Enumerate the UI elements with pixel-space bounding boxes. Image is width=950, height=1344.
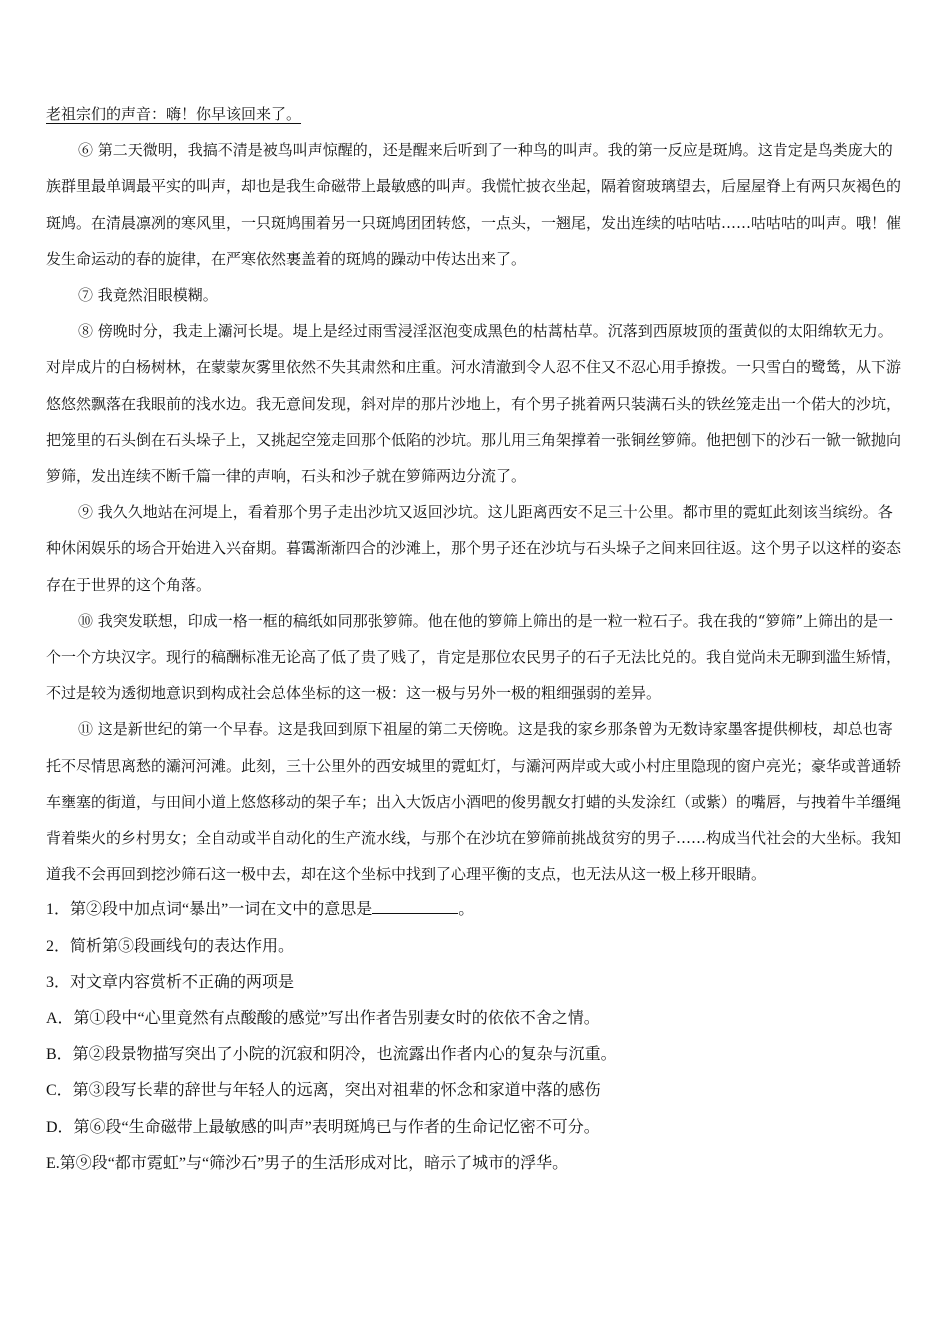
option-a: A．第①段中“心里竟然有点酸酸的感觉”写出作者告别妻女时的依依不舍之情。 xyxy=(46,1010,600,1028)
option-d: D．第⑥段“生命磁带上最敏感的叫声”表明斑鸠已与作者的生命记忆密不可分。 xyxy=(46,1118,600,1136)
question-1-text: 1．第②段中加点词“暴出”一词在文中的意思是 xyxy=(46,901,373,919)
document-page xyxy=(46,96,906,1182)
question-3: 3．对文章内容赏析不正确的两项是 xyxy=(46,973,295,991)
paragraph-8: ⑧ 傍晚时分，我走上灞河长堤。堤上是经过雨雪浸淫沤泡变成黑色的枯蒿枯草。沉落到西原坡顶的蛋黄似的太阳绵软无力。对岸成片的白杨树林，在蒙蒙灰雾里依然不失其肃然和庄重。河水清澈到令人忍不住又不忍心用手撩拨。一只雪白的鹭鸶，从下游悠悠然飘落在我眼前的浅水边。我无意间发现，斜对岸的那片沙地上，有个男子挑着两只装满石头的铁丝笼走出一个偌大的沙坑，把笼里的石头倒在石头垛子上，又挑起空笼走回那个低陷的沙坑。那儿用三角架撑着一张铜丝箩筛。他把刨下的沙石一锨一锨抛向箩筛，发出连续不断千篇一律的声响，石头和沙子就在箩筛两边分流了。 xyxy=(46,322,902,486)
paragraph-6: ⑥ 第二天微明，我搞不清是被鸟叫声惊醒的，还是醒来后听到了一种鸟的叫声。我的第一反应是斑鸠。这肯定是鸟类庞大的族群里最单调最平实的叫声，却也是我生命磁带上最敏感的叫声。我慌忙披衣坐起，隔着窗玻璃望去，后屋屋脊上有两只灰褐色的斑鸠。在清晨凛冽的寒风里，一只斑鸠围着另一只斑鸠团团转悠，一点头，一翘尾，发出连续的咕咕咕……咕咕咕的叫声。哦！催发生命运动的春的旋律，在严寒依然裹盖着的斑鸠的躁动中传达出来了。 xyxy=(46,141,902,268)
option-e: E.第⑨段“都市霓虹”与“筛沙石”男子的生活形成对比，暗示了城市的浮华。 xyxy=(46,1154,569,1172)
option-c: C．第③段写长辈的辞世与年轻人的远离，突出对祖辈的怀念和家道中落的感伤 xyxy=(46,1082,601,1100)
question-2: 2．简析第⑤段画线句的表达作用。 xyxy=(46,937,295,955)
paragraph-9: ⑨ 我久久地站在河堤上，看着那个男子走出沙坑又返回沙坑。这儿距离西安不足三十公里。都市里的霓虹此刻该当缤纷。各种休闲娱乐的场合开始进入兴奋期。暮霭渐渐四合的沙滩上，那个男子还在沙坑与石头垛子之间来回往返。这个男子以这样的姿态存在于世界的这个角落。 xyxy=(46,503,902,594)
question-1 xyxy=(46,892,906,928)
question-1-end: 。 xyxy=(458,901,475,919)
option-b: B．第②段景物描写突出了小院的沉寂和阴冷，也流露出作者内心的复杂与沉重。 xyxy=(46,1046,617,1064)
paragraph-7: ⑦ 我竟然泪眼模糊。 xyxy=(78,286,218,305)
answer-blank[interactable] xyxy=(372,913,458,914)
opening-line: 老祖宗们的声音：嗨！你早该回来了。 xyxy=(46,105,302,123)
paragraph-10: ⑩ 我突发联想，印成一格一框的稿纸如同那张箩筛。他在他的箩筛上筛出的是一粒一粒石子。我在我的“箩筛”上筛出的是一个一个方块汉字。现行的稿酬标准无论高了低了贵了贱了，肯定是那位农民男子的石子无法比兑的。我自觉尚未无聊到滥生矫情，不过是较为透彻地意识到构成社会总体坐标的这一极：这一极与另外一极的粗细强弱的差异。 xyxy=(46,611,902,703)
paragraph-11: ⑪ 这是新世纪的第一个早春。这是我回到原下祖屋的第二天傍晚。这是我的家乡那条曾为无数诗家墨客提供柳枝，却总也寄托不尽情思离愁的灞河河滩。此刻，三十公里外的西安城里的霓虹灯，与灞河两岸或大或小村庄里隐现的窗户亮光；豪华或普通轿车壅塞的街道，与田间小道上悠悠移动的架子车；出入大饭店小酒吧的俊男靓女打蜡的头发涂红（或紫）的嘴唇，与拽着牛羊缰绳背着柴火的乡村男女；全自动或半自动化的生产流水线，与那个在沙坑在箩筛前挑战贫穷的男子……构成当代社会的大坐标。我知道我不会再回到挖沙筛石这一极中去，却在这个坐标中找到了心理平衡的支点，也无法从这一极上移开眼睛。 xyxy=(46,720,902,884)
